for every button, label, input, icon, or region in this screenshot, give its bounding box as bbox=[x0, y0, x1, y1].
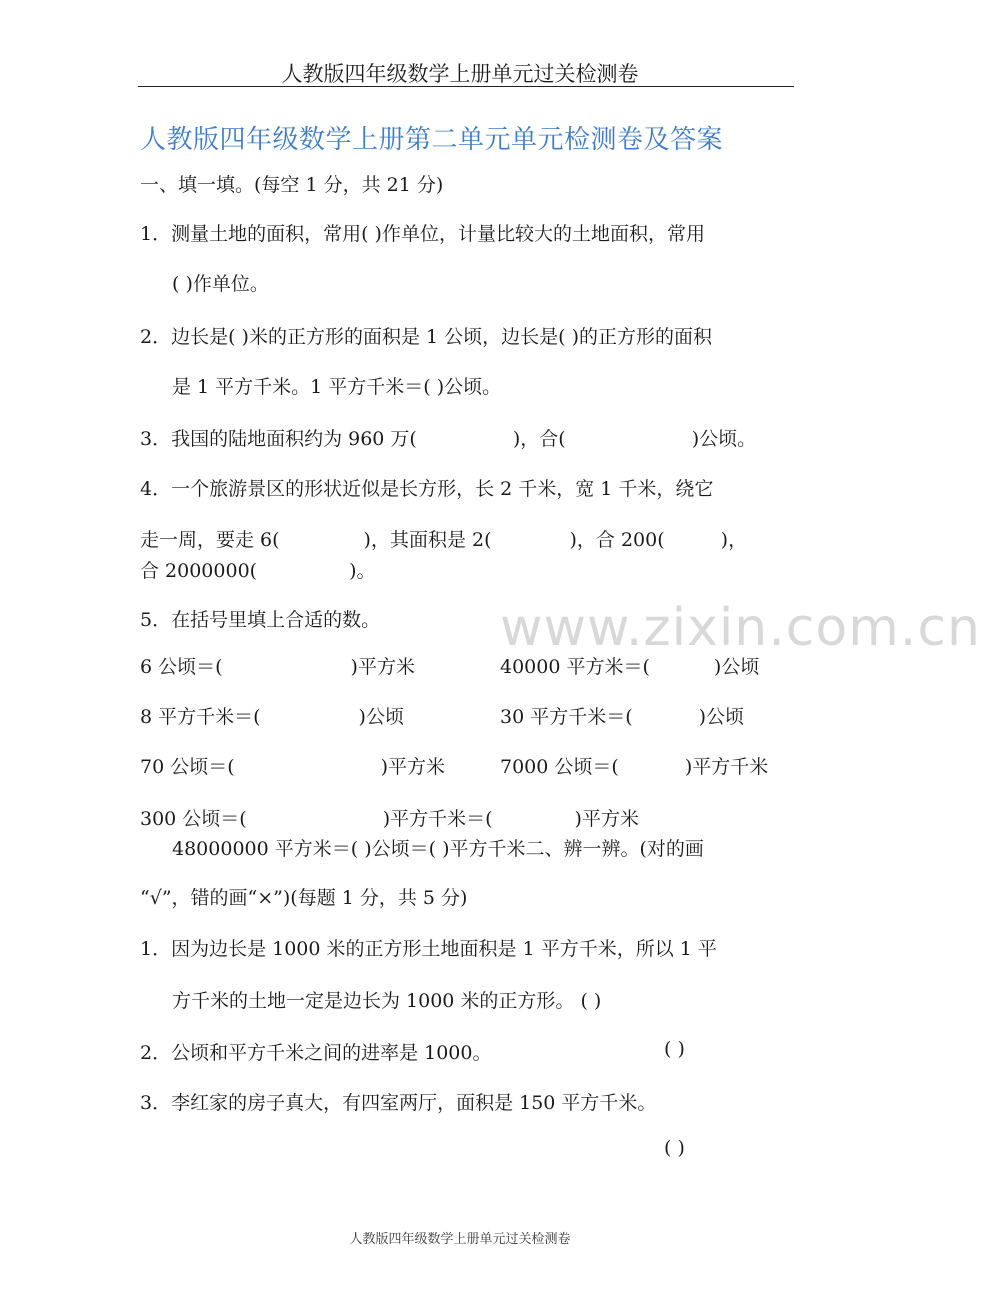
q4-line2-part-b: )，其面积是 2( bbox=[363, 529, 492, 551]
q1-line1: 1．测量土地的面积，常用( )作单位，计量比较大的土地面积，常用 bbox=[140, 223, 705, 245]
conv1-left-a: 6 公顷＝( bbox=[140, 656, 223, 678]
q5-heading: 5．在括号里填上合适的数。 bbox=[140, 609, 381, 631]
q4-line1: 4．一个旅游景区的形状近似是长方形，长 2 千米，宽 1 千米，绕它 bbox=[140, 478, 714, 500]
q4-line3-part-a: 合 2000000( bbox=[140, 560, 258, 582]
s2-q3: 3．李红家的房子真大，有四室两厅，面积是 150 平方千米。 bbox=[140, 1092, 657, 1114]
conv1-left-b: )平方米 bbox=[350, 656, 415, 678]
q4-line2 bbox=[140, 525, 747, 552]
header-divider bbox=[138, 86, 794, 87]
conv-row-1-right bbox=[500, 652, 759, 679]
document-title: 人教版四年级数学上册第二单元单元检测卷及答案 bbox=[140, 125, 724, 155]
conv4-c: )平方米 bbox=[574, 808, 639, 830]
conv4-b: )平方千米＝( bbox=[382, 808, 493, 830]
conv2-right-a: 30 平方千米＝( bbox=[500, 706, 633, 728]
s2-q2-answer-paren: ( ) bbox=[664, 1038, 685, 1060]
conv4-a: 300 公顷＝( bbox=[140, 808, 247, 830]
conv3-right-b: )平方千米 bbox=[684, 756, 769, 778]
conv2-right-b: )公顷 bbox=[698, 706, 745, 728]
section1-heading: 一、填一填。(每空 1 分，共 21 分) bbox=[140, 174, 444, 196]
conv1-right-b: )公顷 bbox=[713, 656, 760, 678]
conv-row-4 bbox=[140, 804, 639, 831]
watermark: www.zixin.com.cn bbox=[500, 598, 981, 658]
conv1-right-a: 40000 平方米＝( bbox=[500, 656, 650, 678]
page-footer: 人教版四年级数学上册单元过关检测卷 bbox=[349, 1232, 571, 1247]
conv2-left-a: 8 平方千米＝( bbox=[140, 706, 261, 728]
conv-row-2-left bbox=[140, 702, 404, 729]
page-header-title: 人教版四年级数学上册单元过关检测卷 bbox=[281, 62, 639, 86]
conv2-left-b: )公顷 bbox=[358, 706, 404, 728]
q3-text-b: )，合( bbox=[512, 428, 566, 450]
section2-heading-continued: “√”，错的画“×”)(每题 1 分，共 5 分) bbox=[140, 887, 468, 909]
q4-line2-part-a: 走一周，要走 6( bbox=[140, 529, 280, 551]
q4-line2-part-c: )，合 200( bbox=[569, 529, 665, 551]
q4-line3-part-b: )。 bbox=[349, 560, 376, 582]
q2-line2: 是 1 平方千米。1 平方千米＝( )公顷。 bbox=[172, 376, 502, 398]
conv-row-2-right bbox=[500, 702, 744, 729]
s2-q2: 2．公顷和平方千米之间的进率是 1000。 bbox=[140, 1042, 492, 1064]
conv3-right-a: 7000 公顷＝( bbox=[500, 756, 619, 778]
conv-row-3-left bbox=[140, 752, 445, 779]
conv-row-1-left bbox=[140, 652, 415, 679]
q1-line2: ( )作单位。 bbox=[172, 273, 269, 295]
conv-row-3-right bbox=[500, 752, 768, 779]
q3-line bbox=[140, 424, 756, 451]
s2-q3-answer-paren: ( ) bbox=[664, 1137, 685, 1159]
conv3-left-a: 70 公顷＝( bbox=[140, 756, 235, 778]
s2-q1-line1: 1．因为边长是 1000 米的正方形土地面积是 1 平方千米，所以 1 平 bbox=[140, 938, 717, 960]
q4-line2-part-d: )， bbox=[720, 529, 748, 551]
q3-text-c: )公顷。 bbox=[691, 428, 757, 450]
conv-row-5: 48000000 平方米＝( )公顷＝( )平方千米二、辨一辨。(对的画 bbox=[172, 838, 704, 860]
q3-text-a: 3．我国的陆地面积约为 960 万( bbox=[140, 428, 417, 450]
q2-line1: 2．边长是( )米的正方形的面积是 1 公顷，边长是( )的正方形的面积 bbox=[140, 326, 712, 348]
q4-line3 bbox=[140, 556, 376, 583]
s2-q1-line2: 方千米的土地一定是边长为 1000 米的正方形。 ( ) bbox=[172, 990, 602, 1012]
conv3-left-b: )平方米 bbox=[380, 756, 446, 778]
